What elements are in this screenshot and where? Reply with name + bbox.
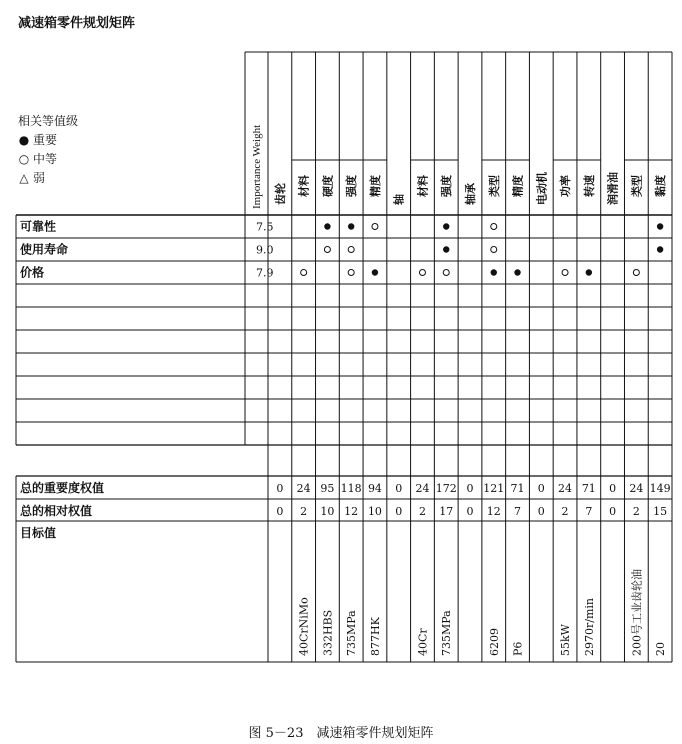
absolute-weight-value: 71	[510, 482, 525, 495]
relative-weight-value: 0	[609, 505, 617, 518]
strong-relation-mark	[586, 269, 592, 275]
absolute-weight-value: 71	[581, 482, 596, 495]
absolute-weight-value: 0	[395, 482, 403, 495]
medium-relation-mark	[301, 270, 307, 276]
absolute-weight-value: 24	[629, 482, 644, 495]
column-header: 轴承	[464, 183, 477, 205]
legend-label-strong: 重要	[33, 133, 58, 147]
medium-relation-mark	[324, 247, 330, 253]
requirement-label: 使用寿命	[20, 242, 69, 257]
column-header: 润滑油	[606, 172, 620, 205]
column-header: 强度	[345, 175, 359, 197]
column-header: 类型	[487, 175, 501, 197]
column-header: 转速	[582, 175, 596, 197]
requirement-weight: 7.9	[256, 266, 274, 280]
strong-relation-mark	[514, 269, 520, 275]
absolute-weight-value: 24	[558, 482, 573, 495]
strong-relation-mark	[372, 269, 378, 275]
relative-weight-value: 0	[395, 505, 403, 518]
strong-relation-mark	[491, 269, 497, 275]
relative-weight-value: 7	[514, 505, 522, 518]
legend-label-medium: 中等	[33, 152, 58, 166]
column-header: 材料	[416, 175, 430, 197]
target-value-label: 目标值	[20, 526, 57, 540]
page-title: 减速箱零件规划矩阵	[18, 16, 136, 31]
medium-relation-mark	[348, 247, 354, 253]
medium-relation-mark	[633, 270, 639, 276]
strong-relation-mark	[324, 223, 330, 229]
column-header: 电动机	[535, 172, 549, 205]
column-header: 轴	[392, 194, 406, 205]
medium-relation-mark	[372, 224, 378, 230]
strong-relation-mark	[443, 223, 449, 229]
absolute-weight-value: 0	[609, 482, 617, 495]
requirement-label: 可靠性	[20, 219, 57, 234]
relative-weight-value: 12	[344, 505, 359, 518]
relative-weight-value: 0	[466, 505, 474, 518]
absolute-weight-value: 24	[296, 482, 311, 495]
column-header: 硬度	[321, 175, 335, 197]
column-header: 类型	[630, 175, 644, 197]
relative-weight-value: 0	[276, 505, 284, 518]
target-value: 40Cr	[416, 628, 430, 656]
open-circle-icon: ○	[18, 152, 30, 166]
relative-weight-value: 12	[486, 505, 501, 518]
column-header: 黏度	[654, 175, 668, 197]
absolute-weight-value: 121	[483, 482, 505, 495]
absolute-weight-value: 0	[537, 482, 545, 495]
absolute-weight-value: 0	[276, 482, 284, 495]
target-value: 877HK	[368, 617, 382, 656]
relative-weight-value: 2	[300, 505, 308, 518]
strong-relation-mark	[657, 223, 663, 229]
medium-relation-mark	[419, 270, 425, 276]
requirement-label: 价格	[20, 265, 45, 280]
absolute-weight-value: 172	[435, 482, 457, 495]
target-value: 6209	[487, 628, 501, 656]
target-value: 2970r/min	[582, 598, 596, 656]
target-value: 735MPa	[345, 610, 359, 656]
medium-relation-mark	[443, 270, 449, 276]
column-header: 功率	[559, 175, 573, 197]
relative-weight-value: 10	[367, 505, 382, 518]
target-value: 735MPa	[440, 610, 454, 656]
strong-relation-mark	[348, 223, 354, 229]
relative-weight-value: 17	[439, 505, 454, 518]
strong-relation-mark	[443, 246, 449, 252]
strong-relation-mark	[657, 246, 663, 252]
figure-caption: 图 5－23 减速箱零件规划矩阵	[248, 726, 434, 741]
relative-weight-value: 2	[561, 505, 569, 518]
column-header: 精度	[511, 175, 525, 197]
column-header: 材料	[297, 175, 311, 197]
filled-circle-icon: ●	[18, 133, 30, 147]
absolute-weight-value: 149	[649, 482, 671, 495]
medium-relation-mark	[562, 270, 568, 276]
legend-heading: 相关等值级	[18, 114, 79, 128]
requirement-weight: 7.5	[256, 220, 274, 234]
target-value: 332HBS	[321, 609, 335, 656]
target-value: 20	[654, 642, 668, 656]
target-value: 40CrNiMo	[297, 597, 311, 656]
absolute-weight-value: 118	[340, 482, 362, 495]
medium-relation-mark	[491, 224, 497, 230]
relative-weight-label: 总的相对权值	[20, 504, 93, 518]
relative-weight-value: 15	[653, 505, 668, 518]
relative-weight-value: 0	[537, 505, 545, 518]
medium-relation-mark	[491, 247, 497, 253]
medium-relation-mark	[348, 270, 354, 276]
legend-label-weak: 弱	[33, 171, 46, 185]
target-value: 200号工业齿轮油	[630, 569, 644, 656]
relative-weight-value: 2	[632, 505, 640, 518]
column-header: 齿轮	[273, 183, 287, 205]
absolute-weight-value: 0	[466, 482, 474, 495]
target-value: 55kW	[559, 624, 573, 656]
weight-header: Importance Weight	[251, 124, 263, 209]
column-header: 强度	[440, 175, 454, 197]
requirement-weight: 9.0	[256, 243, 274, 257]
absolute-weight-value: 95	[320, 482, 335, 495]
absolute-weight-value: 24	[415, 482, 430, 495]
absolute-weight-value: 94	[367, 482, 382, 495]
triangle-icon: △	[19, 171, 29, 185]
column-header: 精度	[368, 175, 382, 197]
absolute-weight-label: 总的重要度权值	[20, 481, 105, 495]
relative-weight-value: 10	[320, 505, 335, 518]
relative-weight-value: 2	[418, 505, 426, 518]
target-value: P6	[511, 641, 525, 656]
relative-weight-value: 7	[585, 505, 593, 518]
